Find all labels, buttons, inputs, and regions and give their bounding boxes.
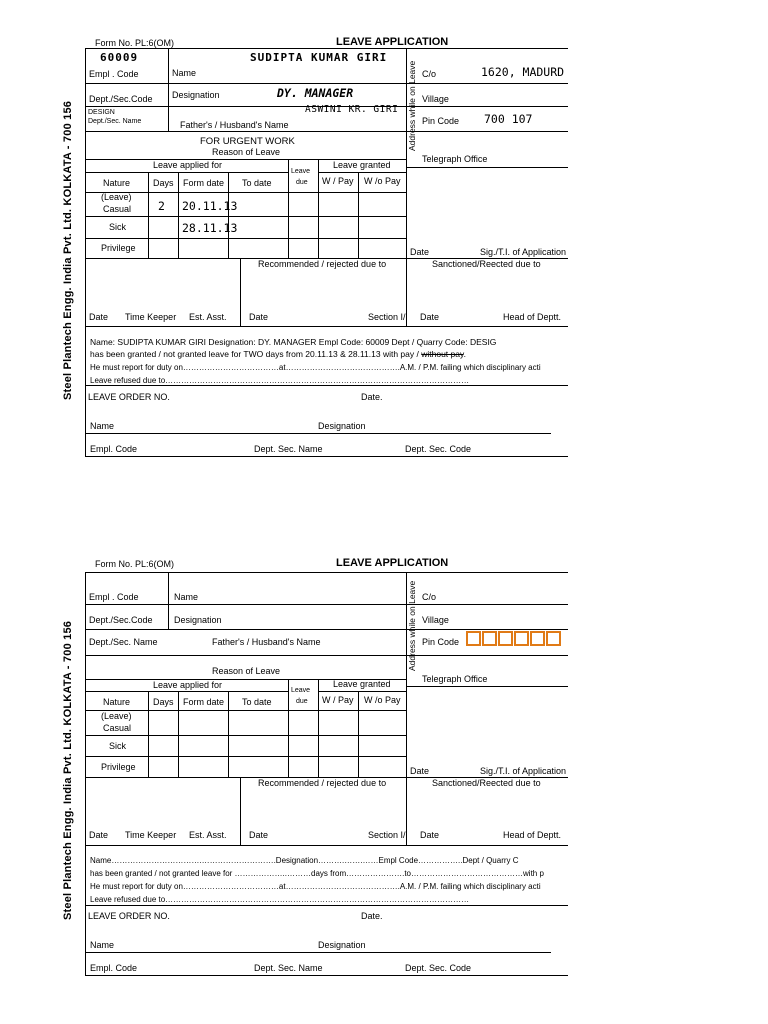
footer-dept-sec-name-label-2: Dept. Sec. Name [254, 963, 323, 973]
sick-label: Sick [109, 222, 127, 232]
order-line-2 [90, 349, 566, 359]
leave-order-no-label: LEAVE ORDER NO. [88, 392, 170, 402]
telegraph-office-label: Telegraph Office [422, 154, 488, 164]
days-col-header: Days [153, 178, 174, 188]
footer-empl-code-label: Empl. Code [90, 444, 138, 454]
form-title: LEAVE APPLICATION [336, 36, 449, 48]
time-keeper-label-2: Time Keeper [125, 830, 177, 840]
designation-value: DY. MANAGER [277, 86, 354, 100]
est-asst-label: Est. Asst. [189, 312, 227, 322]
co-label: C/o [422, 69, 437, 79]
order-line-2-end: . [463, 349, 466, 359]
leave-paren-label-2: (Leave) [101, 711, 132, 721]
casual-from-date-value: 20.11.13 [182, 199, 238, 213]
footer-designation-label: Designation [318, 421, 366, 431]
nature-col-header: Nature [103, 178, 131, 188]
leave-due-label-1: Leave [291, 168, 311, 175]
company-name-vertical: Steel Plantech Engg. India Pvt. Ltd. KOLKATA - 700 156 [62, 100, 74, 400]
head-deptt-label: Head of Deptt. [503, 312, 562, 322]
leave-applied-for-label-2: Leave applied for [153, 680, 223, 690]
company-name-vertical-2: Steel Plantech Engg. India Pvt. Ltd. KOLKATA - 700 156 [62, 620, 74, 920]
head-deptt-label-2: Head of Deptt. [503, 830, 562, 840]
order-line-4: Leave refused due to…………………………………………………………………………………………………… [90, 376, 470, 385]
w-pay-col-header-2: W / Pay [322, 695, 354, 705]
village-label: Village [422, 94, 449, 104]
footer-dept-sec-name-label: Dept. Sec. Name [254, 444, 323, 454]
leave-due-label-2: due [296, 179, 308, 186]
footer-designation-label-2: Designation [318, 940, 366, 950]
pin-code-label-2: Pin Code [422, 637, 460, 647]
wo-pay-col-header-2: W /o Pay [364, 695, 401, 705]
to-date-col-header: To date [242, 178, 272, 188]
sig-ti-label-2: Sig./T.I. of Application [480, 766, 567, 776]
father-name-value: ASWINI KR. GIRI [305, 104, 399, 115]
order-line-2-blank: has been granted / not granted leave for ………………..………days from………………….to……………………………………with p [90, 869, 544, 878]
dept-sec-code-label-2: Dept./Sec.Code [89, 615, 153, 625]
sanctioned-label-2: Sanctioned/Reected due to [432, 778, 541, 788]
leave-granted-label-2: Leave granted [333, 679, 391, 689]
form-date-col-header-2: Form date [183, 697, 225, 707]
name-label: Name [172, 68, 197, 78]
w-pay-col-header: W / Pay [322, 176, 354, 186]
casual-label: Casual [103, 204, 132, 214]
village-label-2: Village [422, 615, 449, 625]
section-label: Section I/ [368, 312, 406, 322]
date-dot-label: Date. [361, 392, 383, 402]
date-label-4: Date [420, 312, 440, 322]
designation-label-2: Designation [174, 615, 222, 625]
pin-code-value: 700 107 [484, 112, 533, 126]
co-label-2: C/o [422, 592, 437, 602]
privilege-label: Privilege [101, 243, 136, 253]
empl-code-value: 60009 [100, 51, 139, 64]
leave-due-label-2-2: due [296, 698, 308, 705]
leave-granted-label: Leave granted [333, 160, 391, 170]
date-label-2c: Date [89, 830, 109, 840]
footer-dept-sec-code-label-2: Dept. Sec. Code [405, 963, 472, 973]
date-label-2b: Date [410, 766, 430, 776]
days-col-header-2: Days [153, 697, 174, 707]
designation-label: Designation [172, 90, 220, 100]
pin-code-label: Pin Code [422, 116, 460, 126]
reason-label: Reason of Leave [212, 147, 281, 157]
order-line-3: He must report for duty on………………………………at…………………………………….A.M. / P.M. failing which disciplinary acti [90, 363, 541, 372]
date-label-2: Date [89, 312, 109, 322]
reason-label-2: Reason of Leave [212, 666, 281, 676]
address-while-on-leave-label-2: Address while on Leave [407, 580, 417, 672]
est-asst-label-2: Est. Asst. [189, 830, 227, 840]
order-line-1-blank: Name…………………………….……………………….Designation……….…….……Empl Code……………..Dept / Quarry C [90, 856, 519, 865]
sick-label-2: Sick [109, 741, 127, 751]
privilege-label-2: Privilege [101, 762, 136, 772]
fathers-name-label: Father's / Husband's Name [180, 120, 289, 130]
casual-days-value: 2 [158, 199, 165, 213]
form-date-col-header: Form date [183, 178, 225, 188]
casual-label-2: Casual [103, 723, 132, 733]
time-keeper-label: Time Keeper [125, 312, 177, 322]
order-line-3-blank: He must report for duty on………………………………at…………………………………….A.M. / P.M. failing which disciplinary acti [90, 882, 541, 891]
wo-pay-col-header: W /o Pay [364, 176, 401, 186]
dept-sec-name-label: Dept./Sec. Name [88, 118, 142, 125]
recommended-label: Recommended / rejected due to [258, 259, 387, 269]
section-label-2: Section I/ [368, 830, 406, 840]
empl-code-label-2: Empl . Code [89, 592, 139, 602]
date-label-2d: Date [249, 830, 269, 840]
co-value: 1620, MADURD [481, 65, 565, 79]
without-pay-struck: without pay [421, 349, 464, 359]
dept-sec-code-value: DESIGN [88, 109, 115, 116]
date-label-2e: Date [420, 830, 440, 840]
leave-due-label-1-2: Leave [291, 687, 311, 694]
address-while-on-leave-label: Address while on Leave [407, 60, 417, 152]
footer-dept-sec-code-label: Dept. Sec. Code [405, 444, 472, 454]
dept-sec-code-label: Dept./Sec.Code [89, 94, 153, 104]
reason-value: FOR URGENT WORK [200, 136, 295, 147]
order-line-2-text: has been granted / not granted leave for TWO days from 20.11.13 & 28.11.13 with pay / [90, 349, 422, 359]
leave-order-no-label-2: LEAVE ORDER NO. [88, 911, 170, 921]
date-label: Date [410, 247, 430, 257]
dept-sec-name-label-2: Dept./Sec. Name [89, 637, 158, 647]
order-line-1: Name: SUDIPTA KUMAR GIRI Designation: DY. MANAGER Empl Code: 60009 Dept / Quarry Code: DESIG [90, 337, 497, 347]
empl-code-label: Empl . Code [89, 69, 139, 79]
footer-name-label: Name [90, 421, 115, 431]
to-date-col-header-2: To date [242, 697, 272, 707]
form-title-2: LEAVE APPLICATION [336, 557, 449, 569]
casual-to-date-value: 28.11.13 [182, 221, 238, 235]
fathers-name-label-2: Father's / Husband's Name [212, 637, 321, 647]
order-line-4-blank: Leave refused due to…………………………………………………………………………………………………… [90, 895, 470, 904]
date-dot-label-2: Date. [361, 911, 383, 921]
leave-paren-label: (Leave) [101, 192, 132, 202]
nature-col-header-2: Nature [103, 697, 131, 707]
form-number-2: Form No. PL:6(OM) [95, 559, 175, 569]
name-label-2: Name [174, 592, 199, 602]
employee-name-value: SUDIPTA KUMAR GIRI [250, 51, 388, 64]
footer-empl-code-label-2: Empl. Code [90, 963, 138, 973]
footer-name-label-2: Name [90, 940, 115, 950]
recommended-label-2: Recommended / rejected due to [258, 778, 387, 788]
form-number: Form No. PL:6(OM) [95, 38, 175, 48]
sig-ti-label: Sig./T.I. of Application [480, 247, 567, 257]
telegraph-office-label-2: Telegraph Office [422, 674, 488, 684]
date-label-3: Date [249, 312, 269, 322]
leave-applied-for-label: Leave applied for [153, 160, 223, 170]
sanctioned-label: Sanctioned/Reected due to [432, 259, 541, 269]
